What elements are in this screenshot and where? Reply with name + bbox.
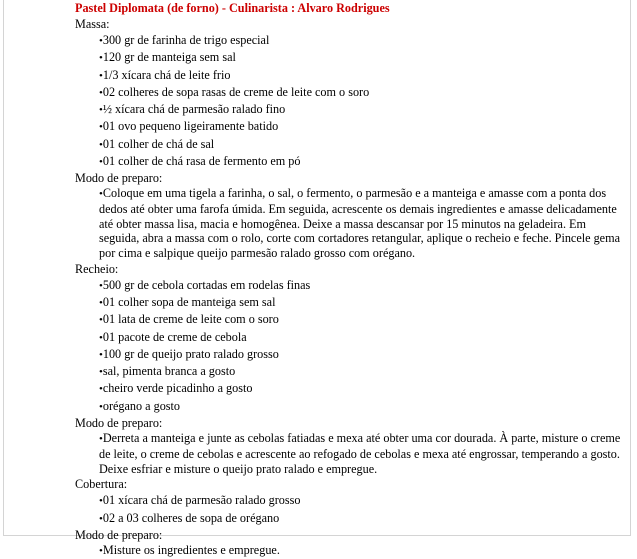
list-item: •120 gr de manteiga sem sal [99, 50, 236, 65]
bullet-icon: • [99, 383, 103, 396]
bullet-icon: • [99, 155, 103, 168]
bullet-icon: • [99, 138, 103, 151]
bullet-icon: • [99, 188, 103, 200]
bullet-icon: • [99, 512, 103, 525]
section-preparo-massa-label: Modo de preparo: [75, 171, 163, 185]
list-item: •01 pacote de creme de cebola [99, 329, 247, 344]
preparo-cobertura-paragraph: •Misture os ingredientes e empregue. [99, 542, 280, 557]
bullet-icon: • [99, 279, 103, 292]
list-item: •02 colheres de sopa rasas de creme de leite com o soro [99, 84, 370, 99]
list-item: •½ xícara chá de parmesão ralado fino [99, 102, 286, 116]
list-item: •100 gr de queijo prato ralado grosso [99, 346, 279, 361]
list-item: •sal, pimenta branca a gosto [99, 364, 236, 379]
bullet-icon: • [99, 495, 103, 508]
list-item: •500 gr de cebola cortadas em rodelas finas [99, 277, 311, 292]
recipe-title: Pastel Diplomata (de forno) - Culinarista : Alvaro Rodrigues [75, 1, 390, 15]
list-item: •300 gr de farinha de trigo especial [99, 33, 270, 47]
preparo-recheio-paragraph: •Derreta a manteiga e junte as cebolas fatiadas e mexa até obter uma cor dourada. À parte, misture o creme de leite, o creme de cebolas e acrescente ao refogado de cebolas e mexa até engrossar, temperando a gosto. Deixe esfriar e misture o queijo prato ralado e empregue. [99, 430, 621, 476]
bullet-icon: • [99, 331, 103, 344]
bullet-icon: • [99, 432, 103, 445]
bullet-icon: • [99, 121, 103, 134]
bullet-icon: • [99, 400, 103, 413]
recipe-document [75, 1, 627, 559]
bullet-icon: • [99, 86, 103, 99]
list-item: •01 colher de chá rasa de fermento em pó [99, 153, 301, 168]
bullet-icon: • [99, 366, 103, 379]
cobertura-ingredient-list [75, 492, 627, 527]
section-massa-label: Massa: [75, 17, 110, 31]
bullet-icon: • [99, 104, 103, 116]
list-item: •01 colher sopa de manteiga sem sal [99, 295, 276, 310]
list-item: •01 ovo pequeno ligeiramente batido [99, 119, 279, 134]
bullet-icon: • [99, 69, 103, 82]
section-preparo-cobertura-label: Modo de preparo: [75, 527, 163, 542]
section-cobertura-label: Cobertura: [75, 477, 128, 492]
preparo-massa-paragraph: •Coloque em uma tigela a farinha, o sal, o fermento, o parmesão e a manteiga e amasse com a ponta dos dedos até obter uma farofa úmida. Em seguida, acrescente os demais ingredientes e amasse delicadamente até obter massa lisa, macia e homogênea. Deixe a massa descansar por 15 minutos na geladeira. Em seguida, abra a massa com o rolo, corte com cortadores retangular, aplique o recheio e feche. Pincele gema por cima e salpique queijo parmesão ralado grosso com orégano. [99, 186, 620, 261]
list-item: •01 lata de creme de leite com o soro [99, 312, 279, 327]
bullet-icon: • [99, 52, 103, 65]
bullet-icon: • [99, 297, 103, 310]
recheio-ingredient-list [75, 277, 627, 415]
bullet-icon: • [99, 35, 103, 47]
list-item: •01 colher de chá de sal [99, 136, 215, 151]
list-item: •cheiro verde picadinho a gosto [99, 381, 253, 396]
bullet-icon: • [99, 544, 103, 557]
section-recheio-label: Recheio: [75, 261, 119, 276]
massa-ingredient-list [75, 32, 627, 170]
list-item: •orégano a gosto [99, 398, 181, 413]
list-item: •02 a 03 colheres de sopa de orégano [99, 510, 280, 525]
section-preparo-recheio-label: Modo de preparo: [75, 415, 163, 430]
bullet-icon: • [99, 314, 103, 327]
list-item: •1/3 xícara chá de leite frio [99, 67, 231, 82]
bullet-icon: • [99, 348, 103, 361]
list-item: •01 xícara chá de parmesão ralado grosso [99, 493, 301, 508]
